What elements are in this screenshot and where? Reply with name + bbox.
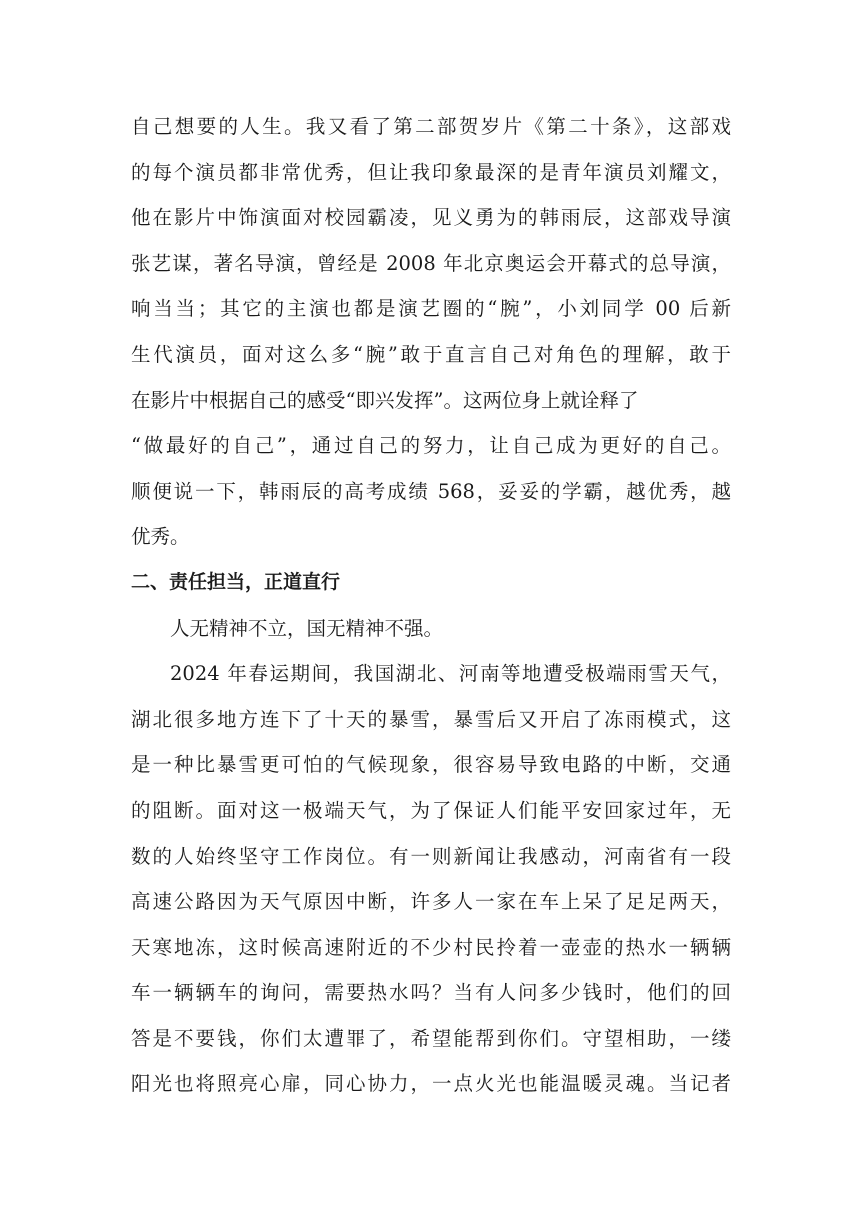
paragraph-line: 高速公路因为天气原因中断，许多人一家在车上呆了足足两天， bbox=[131, 890, 731, 914]
paragraph-line: 答是不要钱，你们太遭罪了，希望能帮到你们。守望相助，一缕 bbox=[131, 1026, 731, 1050]
paragraph-line: 阳光也将照亮心扉，同心协力，一点火光也能温暖灵魂。当记者 bbox=[131, 1072, 731, 1096]
paragraph-line: 顺便说一下，韩雨辰的高考成绩 568，妥妥的学霸，越优秀，越 bbox=[131, 479, 731, 503]
document-body bbox=[131, 104, 731, 1107]
paragraph-line: “做最好的自己”，通过自己的努力，让自己成为更好的自己。 bbox=[131, 434, 731, 458]
paragraph-line: 张艺谋，著名导演，曾经是 2008 年北京奥运会开幕式的总导演， bbox=[131, 251, 731, 275]
paragraph-line: 2024 年春运期间，我国湖北、河南等地遭受极端雨雪天气， bbox=[170, 662, 731, 686]
section-heading: 二、责任担当，正道直行 bbox=[131, 570, 341, 593]
paragraph-line: 数的人始终坚守工作岗位。有一则新闻让我感动，河南省有一段 bbox=[131, 844, 731, 868]
paragraph-line: 车一辆辆车的询问，需要热水吗？当有人问多少钱时，他们的回 bbox=[131, 981, 731, 1005]
paragraph-line: 的每个演员都非常优秀，但让我印象最深的是青年演员刘耀文， bbox=[131, 160, 731, 184]
paragraph-line: 响当当；其它的主演也都是演艺圈的“腕”，小刘同学 00 后新 bbox=[131, 297, 731, 321]
paragraph-line: 在影片中根据自己的感受“即兴发挥”。这两位身上就诠释了 bbox=[131, 388, 639, 412]
paragraph-line: 的阻断。面对这一极端天气，为了保证人们能平安回家过年，无 bbox=[131, 798, 731, 822]
paragraph-line: 湖北很多地方连下了十天的暴雪，暴雪后又开启了冻雨模式，这 bbox=[131, 707, 731, 731]
paragraph-line: 自己想要的人生。我又看了第二部贺岁片《第二十条》，这部戏 bbox=[131, 115, 731, 138]
paragraph-line: 生代演员，面对这么多“腕”敢于直言自己对角色的理解，敢于 bbox=[131, 342, 731, 366]
paragraph-line: 是一种比暴雪更可怕的气候现象，很容易导致电路的中断，交通 bbox=[131, 753, 731, 777]
paragraph-line: 天寒地冻，这时候高速附近的不少村民拎着一壶壶的热水一辆辆 bbox=[131, 935, 731, 959]
paragraph-line: 他在影片中饰演面对校园霸凌，见义勇为的韩雨辰，这部戏导演 bbox=[131, 206, 731, 230]
paragraph-line: 优秀。 bbox=[131, 525, 190, 549]
paragraph-line: 人无精神不立，国无精神不强。 bbox=[170, 616, 444, 640]
